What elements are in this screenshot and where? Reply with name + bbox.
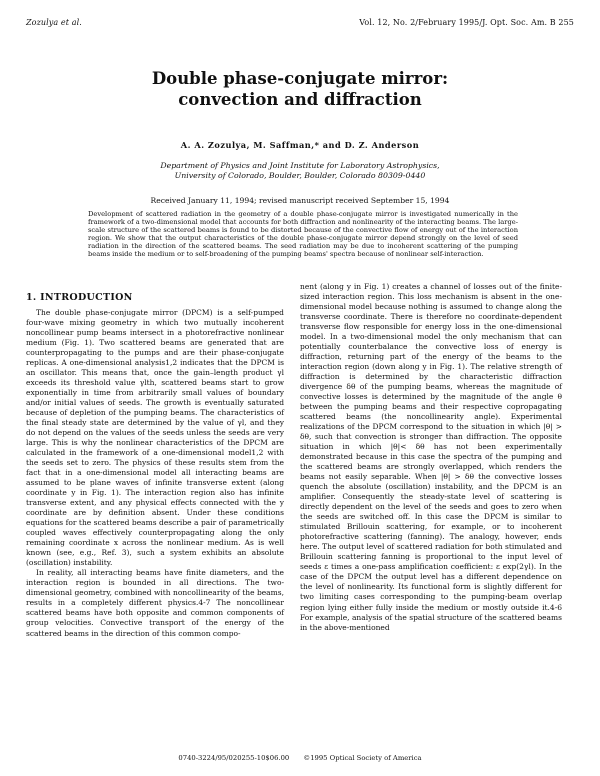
copyright-notice: ©1995 Optical Society of America <box>303 754 422 762</box>
running-header-journal: Vol. 12, No. 2/February 1995/J. Opt. Soc. Am. B 255 <box>359 18 574 27</box>
paper-title <box>0 68 600 110</box>
body-paragraph: nent (along y in Fig. 1) creates a channel of losses out of the finite-sized interaction region. This loss mechanism is absent in the one-dimensional model because nothing is assumed to change along the transverse coordinate. There is therefore no coordinate-dependent transverse flow responsible for energy loss in the one-dimensional model. In a two-dimensional model the only mechanism that can potentially counterbalance the convective loss of energy is diffraction, returning part of the energy of the beams to the interaction region (down along y in Fig. 1). The relative strength of diffraction is determined by the characteristic diffraction divergence δθ of the pumping beams, whereas the magnitude of convective losses is determined by the magnitude of the angle θ between the pumping beams and their respective copropagating scattered beams (the noncollinearity angle). Experimental realizations of the DPCM correspond to the situation in which |θ| > δθ, such that convection is stronger than diffraction. The opposite situation in which |θ|< δθ has not been experimentally demonstrated because in this case the spectra of the pumping and the scattered beams are strongly overlapped, which renders the beams not easily separable. When |θ| > δθ the convective losses quench the absolute (oscillation) instability, and the DPCM is an amplifier. Consequently the steady-state level of scattering is directly dependent on the level of the seeds and goes to zero when the seeds are switched off. In this case the DPCM is similar to stimulated Brillouin scattering, for example, or to incoherent photorefractive scattering (fanning). The analogy, however, ends here. The output level of scattered radiation for both stimulated and Brillouin scattering fanning is proportional to the input level of seeds ε times a one-pass amplification coefficient: ε exp(2γl). In the case of the DPCM the output level has a different dependence on the level of nonlinearity. Its functional form is slightly different for two limiting cases corresponding to the pumping-beam overlap region lying either fully inside the medium or mostly outside it.4-6 For example, analysis of the spatial structure of the scattered beams in the above-mentioned <box>300 282 562 632</box>
left-column <box>26 308 284 639</box>
right-column <box>300 282 562 633</box>
body-paragraph: In reality, all interacting beams have finite diameters, and the interaction region is bounded in all directions. The two-dimensional geometry, combined with noncollinearity of the beams, results in a completely different physics.4-7 The noncollinear scattered beams have both opposite and common components of group velocities. Convective transport of the energy of the scattered beams in the direction of this common compo- <box>26 568 284 638</box>
author-list: A. A. Zozulya, M. Saffman,* and D. Z. Anderson <box>180 140 420 150</box>
title-line-2: convection and diffraction <box>178 90 422 109</box>
affiliation-line-1: Department of Physics and Joint Institute for Laboratory Astrophysics, <box>160 161 440 170</box>
running-header-authors: Zozulya et al. <box>26 18 82 27</box>
abstract: Development of scattered radiation in the geometry of a double phase-conjugate mirror is investigated numerically in the framework of a two-dimensional model that accounts for both diffraction and nonlinearity of the interacting beams. The large-scale structure of the scattered beams is found to be distorted because of the convective flow of energy out of the interaction region. We show that the output characteristics of the double phase-conjugate mirror depend strongly on the level of seed radiation in the direction of the scattered beams. The seed radiation may be due to incoherent scattering of the pumping beams inside the medium or to self-broadening of the pumping beams' spectra because of nonlinear self-interaction. <box>88 210 518 259</box>
title-line-1: Double phase-conjugate mirror: <box>151 69 449 88</box>
affiliation-line-2: University of Colorado, Boulder, Boulder, Colorado 80309-0440 <box>174 171 426 180</box>
article-code: 0740-3224/95/020255-10$06.00 <box>178 754 290 762</box>
section-heading: 1. INTRODUCTION <box>26 292 133 303</box>
page-footer <box>0 754 600 762</box>
received-dates: Received January 11, 1994; revised manuscript received September 15, 1994 <box>150 196 450 205</box>
body-paragraph: The double phase-conjugate mirror (DPCM) is a self-pumped four-wave mixing geometry in which two mutually incoherent noncollinear pump beams intersect in a photorefractive nonlinear medium (Fig. 1). Two scattered beams are generated that are counterpropagating to the pumps and are their phase-conjugate replicas. A one-dimensional analysis1,2 indicates that the DPCM is an oscillator. This means that, once the gain–length product γl exceeds its threshold value γlth, scattered beams start to grow exponentially in time from arbitrarily small values of boundary and/or initial values of seeds. The growth is eventually saturated because of depletion of the pumping beams. The characteristics of the final steady state are determined by the value of γl, and they do not depend on the values of the seeds unless the seeds are very large. This is why the nonlinear characteristics of the DPCM are calculated in the framework of a one-dimensional model1,2 with the seeds set to zero. The physics of these results stem from the fact that in a one-dimensional model all interacting beams are assumed to be plane waves of infinite transverse extent (along coordinate y in Fig. 1). The interaction region also has infinite transverse extent, and any physical effects connected with the y coordinate are by definition absent. Under these conditions equations for the scattered beams describe a pair of parametrically coupled waves effectively counterpropagating along the only remaining coordinate x across the nonlinear medium. As is well known (see, e.g., Ref. 3), such a system exhibits an absolute (oscillation) instability. <box>26 308 284 568</box>
affiliation <box>0 161 600 181</box>
